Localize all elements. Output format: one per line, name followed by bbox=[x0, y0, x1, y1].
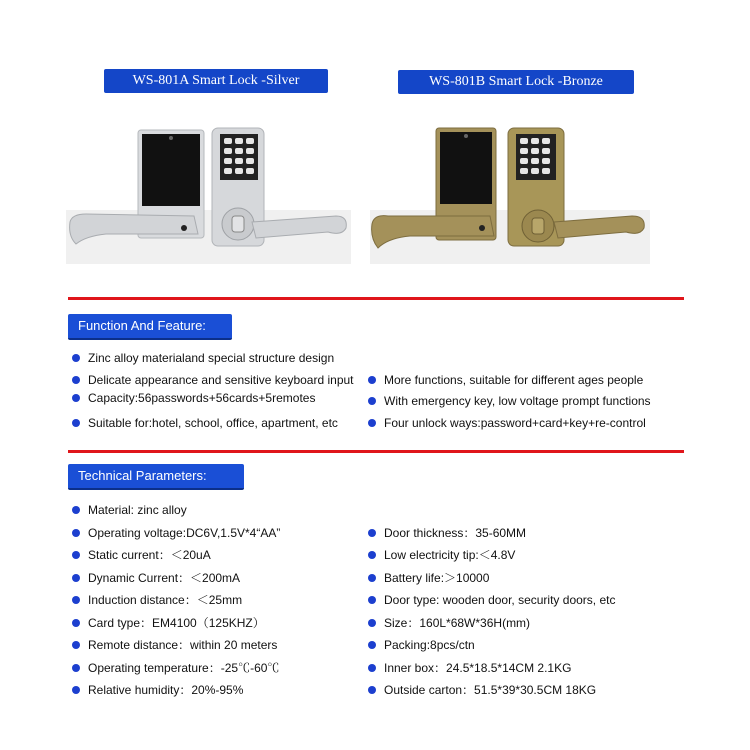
list-item-text: Delicate appearance and sensitive keyboard input bbox=[88, 373, 354, 387]
list-item-text: Inner box：24.5*18.5*14CM 2.1KG bbox=[384, 661, 572, 675]
list-item-text: Remote distance：within 20 meters bbox=[88, 638, 278, 652]
list-item bbox=[368, 638, 475, 652]
list-item bbox=[72, 638, 277, 652]
list-item-text: Low electricity tip:＜4.8V bbox=[384, 548, 516, 562]
list-item-text: More functions, suitable for different ages people bbox=[384, 373, 644, 387]
bullet-icon bbox=[72, 529, 80, 537]
bullet-icon bbox=[72, 686, 80, 694]
list-item bbox=[368, 661, 571, 675]
bullet-icon bbox=[72, 506, 80, 514]
bullet-icon bbox=[72, 354, 80, 362]
list-item bbox=[72, 503, 187, 517]
list-item bbox=[368, 683, 596, 697]
list-item bbox=[368, 616, 530, 630]
list-item-text: Door thickness：35-60MM bbox=[384, 526, 527, 540]
bullet-icon bbox=[72, 419, 80, 427]
bullet-icon bbox=[368, 551, 376, 559]
list-item bbox=[72, 526, 280, 540]
bronze-lock-image bbox=[370, 124, 650, 264]
bullet-icon bbox=[72, 664, 80, 672]
list-item bbox=[72, 373, 354, 387]
list-item bbox=[72, 391, 315, 405]
list-item bbox=[368, 394, 651, 408]
bullet-icon bbox=[72, 619, 80, 627]
list-item bbox=[72, 548, 211, 562]
list-item-text: Material: zinc alloy bbox=[88, 503, 187, 517]
list-item-text: Zinc alloy materialand special structure design bbox=[88, 351, 335, 365]
bullet-icon bbox=[72, 394, 80, 402]
list-item bbox=[368, 548, 515, 562]
bullet-icon bbox=[72, 376, 80, 384]
list-item bbox=[72, 351, 334, 365]
bullet-icon bbox=[368, 529, 376, 537]
list-item bbox=[72, 593, 242, 607]
bullet-icon bbox=[72, 596, 80, 604]
list-item bbox=[72, 571, 240, 585]
product-title-silver: WS-801A Smart Lock -Silver bbox=[104, 69, 328, 93]
list-item bbox=[72, 416, 338, 430]
product-title-bronze: WS-801B Smart Lock -Bronze bbox=[398, 70, 634, 94]
technical-heading: Technical Parameters: bbox=[68, 464, 244, 490]
list-item bbox=[368, 593, 615, 607]
list-item-text: Dynamic Current：＜200mA bbox=[88, 571, 241, 585]
list-item-text: Four unlock ways:password+card+key+re-control bbox=[384, 416, 646, 430]
bullet-icon bbox=[368, 574, 376, 582]
list-item-text: Static current：＜20uA bbox=[88, 548, 211, 562]
list-item-text: Door type: wooden door, security doors, etc bbox=[384, 593, 616, 607]
bullet-icon bbox=[72, 574, 80, 582]
bullet-icon bbox=[72, 641, 80, 649]
bullet-icon bbox=[368, 397, 376, 405]
list-item bbox=[72, 616, 265, 630]
list-item bbox=[368, 416, 646, 430]
list-item-text: Operating temperature：-25℃-60℃ bbox=[88, 661, 280, 675]
list-item-text: Relative humidity：20%-95% bbox=[88, 683, 244, 697]
list-item bbox=[368, 526, 526, 540]
section-divider bbox=[68, 450, 684, 453]
list-item-text: Card type：EM4100（125KHZ） bbox=[88, 616, 265, 630]
bullet-icon bbox=[368, 686, 376, 694]
list-item bbox=[72, 683, 243, 697]
bullet-icon bbox=[368, 641, 376, 649]
bullet-icon bbox=[368, 619, 376, 627]
list-item-text: Suitable for:hotel, school, office, apartment, etc bbox=[88, 416, 338, 430]
bullet-icon bbox=[368, 419, 376, 427]
bullet-icon bbox=[368, 664, 376, 672]
list-item-text: Operating voltage:DC6V,1.5V*4“AA” bbox=[88, 526, 281, 540]
list-item-text: Outside carton：51.5*39*30.5CM 18KG bbox=[384, 683, 597, 697]
section-divider bbox=[68, 297, 684, 300]
list-item-text: Packing:8pcs/ctn bbox=[384, 638, 475, 652]
list-item-text: Induction distance：＜25mm bbox=[88, 593, 243, 607]
bullet-icon bbox=[368, 596, 376, 604]
features-heading: Function And Feature: bbox=[68, 314, 232, 340]
list-item bbox=[368, 373, 643, 387]
bullet-icon bbox=[72, 551, 80, 559]
list-item-text: Size：160L*68W*36H(mm) bbox=[384, 616, 531, 630]
list-item bbox=[368, 571, 489, 585]
silver-lock-image bbox=[66, 124, 351, 264]
list-item-text: Battery life:＞10000 bbox=[384, 571, 490, 585]
list-item-text: With emergency key, low voltage prompt functions bbox=[384, 394, 651, 408]
list-item bbox=[72, 661, 279, 675]
bullet-icon bbox=[368, 376, 376, 384]
list-item-text: Capacity:56passwords+56cards+5remotes bbox=[88, 391, 316, 405]
